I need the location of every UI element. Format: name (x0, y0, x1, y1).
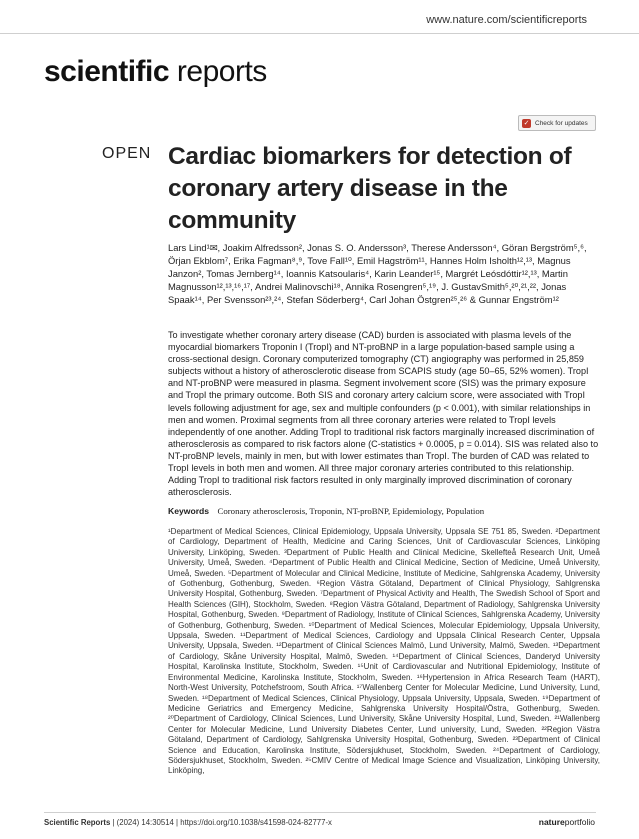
check-for-updates-button[interactable] (518, 115, 596, 131)
author-list[interactable]: Lars Lind¹✉, Joakim Alfredsson², Jonas S. O. Andersson³, Therese Andersson⁴, Göran Bergström⁵,⁶, Örjan Ekblom⁷, Erika Fagman⁸,⁹, Tove Fall¹⁰, Emil Hagström¹¹, Hannes Holm Isholth¹²,¹³, Magnus Janzon², Tomas Jernberg¹⁴, Ioannis Katsoularis⁴, Karin Leander¹⁵, Margrét Leósdóttir¹²,¹³, Martin Magnusson¹²,¹³,¹⁶,¹⁷, Andrei Malinovschi¹⁸, Annika Rosengren⁵,¹⁹, J. GustavSmith⁵,²⁰,²¹,²², Jonas Spaak¹⁴, Per Svensson²³,²⁴, Stefan Söderberg⁴, Carl Johan Östgren²⁵,²⁶ & Gunnar Engström¹² (168, 242, 587, 305)
footer-doi[interactable]: | (2024) 14:30514 | https://doi.org/10.1038/s41598-024-82777-x (112, 818, 332, 827)
open-access-label: OPEN (102, 145, 152, 162)
logo-regular-text: reports (176, 55, 267, 88)
abstract: To investigate whether coronary artery disease (CAD) burden is associated with plasma levels of the myocardial biomarkers Troponin I (TropI) and NT-proBNP in a large population-based sample using a cross-sectional design. Coronary computerized tomography (CT) angiography was performed in 25,859 subjects without a history of atherosclerotic disease from SCAPIS study (age 50–65, 52% women). TropI and NT-proBNP were measured in plasma. Segment involvement score (SIS) was the primary exposure and TropI the primary outcome. Both SIS and coronary artery calcium score, were associated with TropI levels following adjustment for age, sex and multiple confounders (p < 0.001), with similar relationships in men and women. Proximal segments from all three coronary arteries were related to TropI levels independently of one another. Adding TropI to traditional risk factors marginally increased discrimination of atherosclerosis as compared to risk factors alone (C-statistics + 0.0005, p = 0.014). SIS was related also to NT-proBNP levels, mainly in men, but with lower estimates than TropI. The burden of CAD was related to TropI levels in both men and women. All three major coronary arteries contributed to this relationship. Adding TropI to traditional risk factors resulted in only marginally improved discrimination of coronary atherosclerosis. (168, 330, 599, 498)
keywords-list: Coronary atherosclerosis, Troponin, NT-proBNP, Epidemiology, Population (217, 506, 485, 516)
brand-bold-text: nature (538, 817, 565, 827)
nature-portfolio-logo (539, 817, 595, 827)
check-for-updates-label: Check for updates (535, 119, 588, 127)
check-icon: ✓ (523, 119, 530, 127)
journal-logo[interactable] (44, 55, 267, 89)
journal-url[interactable]: www.nature.com/scientificreports (426, 14, 587, 26)
header-divider (0, 33, 639, 34)
footer-citation (44, 818, 332, 827)
footer-journal-name: Scientific Reports (44, 818, 111, 827)
logo-bold-text: scientific (44, 55, 170, 88)
keywords-label: Keywords (168, 506, 210, 516)
affiliations: ¹Department of Medical Sciences, Clinical Epidemiology, Uppsala University, Uppsala SE 751 85, Sweden. ²Department of Cardiology, Department of Health, Medicine and Caring Sciences, Unit of Cardiovascular Sciences, Linköping University, Linköping, Sweden. ³Department of Public Health and Clinical Medicine, Skellefteå Research Unit, Umeå University, Umeå, Sweden. ⁴Department of Public Health and Clinical Medicine, Section of Medicine, Umeå University, Umeå, Sweden. ⁵Department of Molecular and Clinical Medicine, Institute of Medicine, Sahlgrenska Academy, University of Gothenburg, Gothenburg, Sweden. ⁶Region Västra Götaland, Department of Clinical Physiology, Sahlgrenska University Hospital, Gothenburg, Sweden. ⁷Department of Physical Activity and Health, The Swedish School of Sport and Health Sciences (GIH), Stockholm, Sweden. ⁸Region Västra Götaland, Department of Radiology, Sahlgrenska University Hospital, Gothenburg, Sweden. ⁹Department of Radiology, Institute of Clinical Sciences, Sahlgrenska Academy, University of Gothenburg, Gothenburg, Sweden. ¹⁰Department of Medical Sciences, Molecular Epidemiology, Uppsala University, Uppsala, Sweden. ¹¹Department of Medical Sciences, Cardiology and Uppsala Clinical Research Center, Uppsala University, Uppsala, Sweden. ¹²Department of Clinical Sciences Malmö, Lund University, Malmö, Sweden. ¹³Department of Cardiology, Skåne University Hospital, Malmö, Sweden. ¹⁴Department of Clinical Sciences, Danderyd University Hospital, Karolinska Institute, Stockholm, Sweden. ¹⁵Unit of Cardiovascular and Nutritional Epidemiology, Institute of Environmental Medicine, Karolinska Institute, Stockholm, Sweden. ¹⁶Hypertension in Africa Research Team (HART), North-West University, Potchefstroom, South Africa. ¹⁷Wallenberg Center for Molecular Medicine, Lund University, Lund, Sweden. ¹⁸Department of Medical Sciences, Clinical Physiology, Uppsala University, Uppsala, Sweden. ¹⁹Department of Medicine Geriatrics and Emergency Medicine, Sahlgrenska University Hospital/Östra, Gothenburg, Sweden. ²⁰Department of Cardiology, Clinical Sciences, Lund University, Skåne University Hospital, Lund, Sweden. ²¹Wallenberg Center for Molecular Medicine, Lund University Diabetes Center, Lund university, Lund, Sweden. ²²Region Västra Götaland, Department of Cardiology, Sahlgrenska University Hospital, Gothenburg, Sweden. ²³Department of Clinical Science and Education, Karolinska Institute, Södersjukhuset, Stockholm, Sweden. ²⁴Department of Cardiology, Södersjukhuset, Stockholm, Sweden. ²⁵CMIV Centre of Medical Image Science and Visualization, Linköping University, Linköping, (168, 527, 600, 776)
brand-regular-text: portfolio (564, 817, 595, 827)
article-title: Cardiac biomarkers for detection of coronary artery disease in the community (168, 143, 572, 234)
keywords (168, 506, 600, 516)
footer-divider (44, 812, 596, 813)
